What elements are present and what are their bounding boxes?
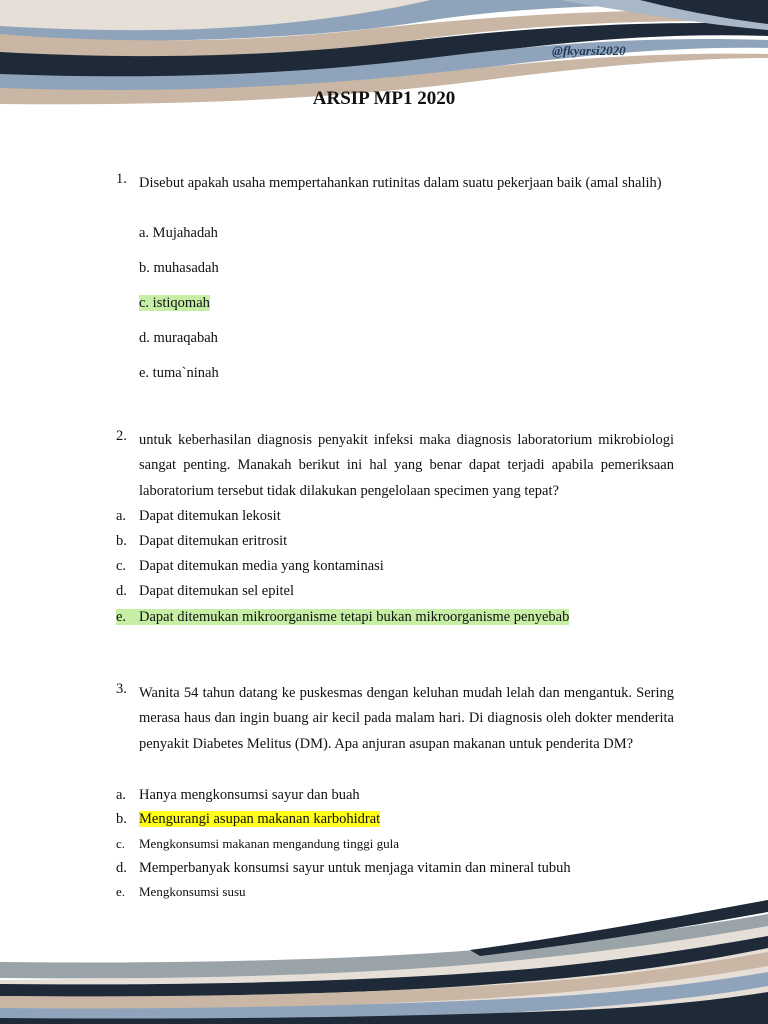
option-2e-correct: [116, 607, 569, 627]
option-label: d.: [116, 583, 127, 599]
option-1d: d. muraqabah: [139, 330, 218, 346]
option-label: b.: [116, 811, 127, 827]
question-1: [116, 171, 674, 196]
option-2b: [116, 531, 287, 551]
answer-highlight: c. istiqomah: [139, 295, 210, 311]
option-text: Dapat ditemukan lekosit: [139, 508, 281, 524]
option-3a: [116, 785, 360, 805]
option-label: d.: [116, 860, 127, 876]
option-2a: [116, 506, 281, 526]
option-3d: [116, 858, 571, 878]
option-2d: [116, 581, 294, 601]
option-label: b.: [116, 533, 127, 549]
option-1c-correct: [139, 293, 210, 313]
question-text: Wanita 54 tahun datang ke puskesmas dengan keluhan mudah lelah dan mengantuk. Sering merasa haus dan ingin buang air kecil pada malam hari. Di diagnosis oleh dokter menderita penyakit Diabetes Melitus (DM). Apa anjuran asupan makanan untuk penderita DM?: [139, 685, 674, 752]
option-text: Dapat ditemukan mikroorganisme tetapi bukan mikroorganisme penyebab: [139, 609, 570, 625]
option-2c: [116, 556, 384, 576]
option-label: c.: [116, 558, 127, 574]
answer-highlight: [116, 609, 569, 625]
answer-highlight: Mengurangi asupan makanan karbohidrat: [139, 811, 381, 827]
option-text: Dapat ditemukan media yang kontaminasi: [139, 558, 384, 574]
option-label: a.: [116, 787, 127, 803]
option-label: a.: [116, 508, 127, 524]
author-handle: @fkyarsi2020: [552, 43, 626, 58]
option-text: Hanya mengkonsumsi sayur dan buah: [139, 787, 360, 803]
question-number: 3.: [116, 681, 127, 697]
option-3e: [116, 882, 246, 902]
option-3c: [116, 834, 399, 854]
option-text: Mengkonsumsi susu: [139, 884, 246, 899]
option-1b: b. muhasadah: [139, 260, 219, 276]
question-2: [116, 428, 674, 504]
option-text: Mengkonsumsi makanan mengandung tinggi gula: [139, 836, 399, 851]
option-label: e.: [116, 884, 126, 899]
option-1e: e. tuma`ninah: [139, 365, 219, 381]
bottom-wave-decoration: [0, 900, 768, 1024]
option-label: c.: [116, 836, 126, 851]
option-3b-correct: [116, 809, 380, 829]
option-text: Memperbanyak konsumsi sayur untuk menjaga vitamin dan mineral tubuh: [139, 860, 571, 876]
question-number: 1.: [116, 171, 127, 187]
option-text: Dapat ditemukan sel epitel: [139, 583, 295, 599]
option-1a: a. Mujahadah: [139, 225, 218, 241]
question-number: 2.: [116, 428, 127, 444]
question-text: untuk keberhasilan diagnosis penyakit infeksi maka diagnosis laboratorium mikrobiologi sangat penting. Manakah berikut ini hal yang benar dapat terjadi apabila pemeriksaan laboratorium tersebut tidak dilakukan pengelolaan specimen yang tepat?: [139, 432, 674, 499]
option-text: Dapat ditemukan eritrosit: [139, 533, 288, 549]
question-3: [116, 681, 674, 757]
page-title: ARSIP MP1 2020: [312, 88, 456, 109]
question-text: Disebut apakah usaha mempertahankan rutinitas dalam suatu pekerjaan baik (amal shalih): [139, 175, 662, 191]
option-label: e.: [116, 609, 127, 625]
